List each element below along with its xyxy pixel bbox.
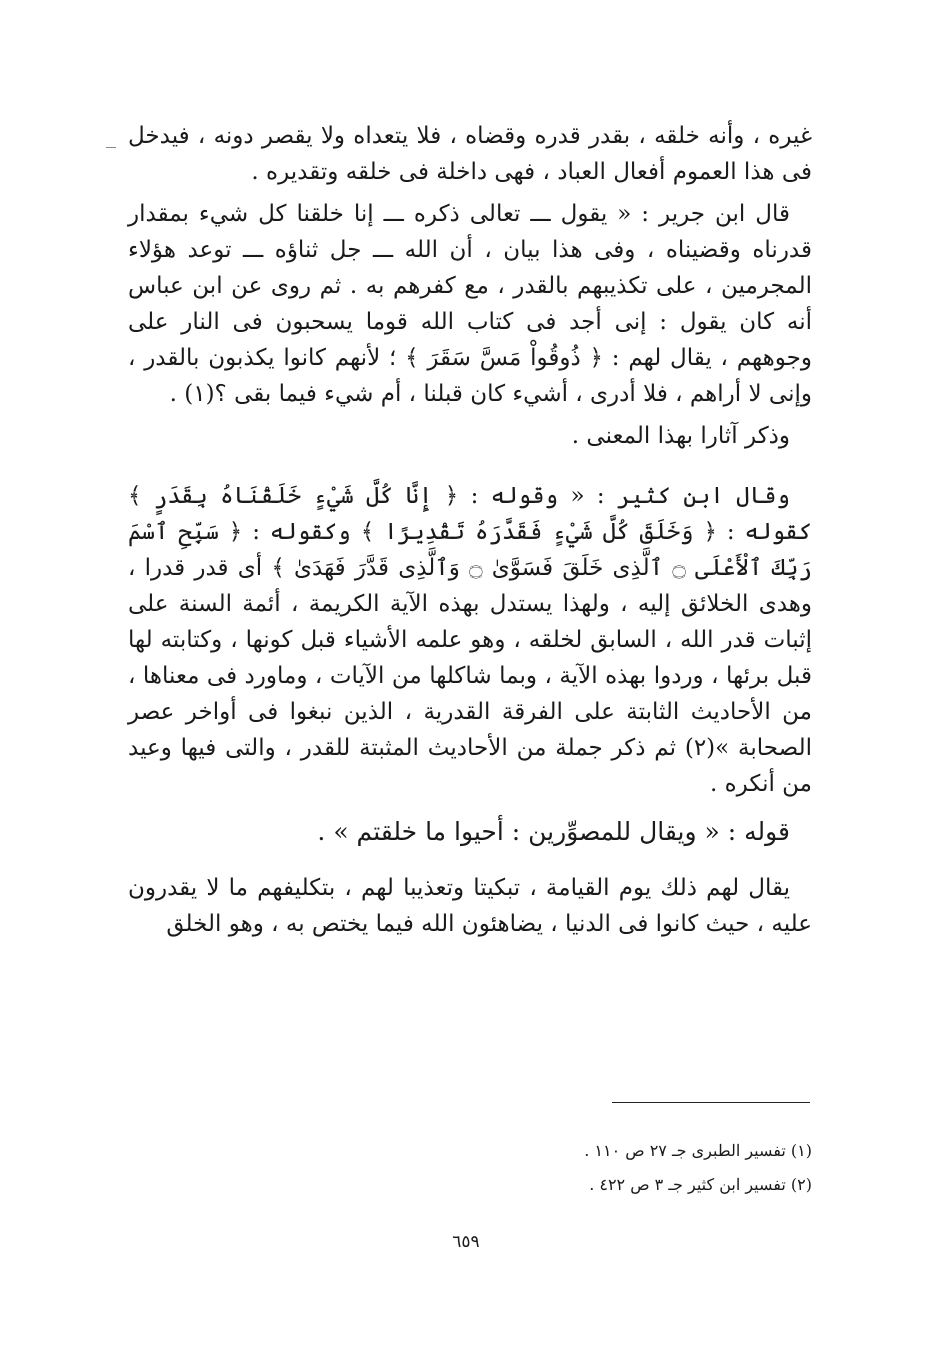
paragraph-ibn-kathir: وقال ابن كثير : « وقوله : ﴿ إِنَّا كُلَّ شَيْءٍ خَلَقْنَاهُ بِقَدَرٍ ﴾ كقوله : ﴿ وَخَلَقَ كُلَّ شَيْءٍ فَقَدَّرَهُ تَقْدِيرًا ﴾ وكقوله : ﴿ سَبِّحِ ٱسْمَ رَبِّكَ ٱلْأَعْلَى ۝ ٱلَّذِى خَلَقَ فَسَوَّىٰ ۝ وَٱلَّذِى قَدَّرَ فَهَدَىٰ ﴾ أى قدر قدرا ، وهدى الخلائق إليه ، ولهذا يستدل بهذه الآية الكريمة ، أئمة السنة على إثبات قدر الله ، السابق لخلقه ، وهو علمه الأشياء قبل كونها ، وكتابته لها قبل برئها ، وردوا بهذه الآية ، وبما شاكلها من الآيات ، وماورد فى معناها ، من الأحاديث الثابتة على الفرقة القدرية ، الذين نبغوا فى أواخر عصر الصحابة »(٢) ثم ذكر جملة من الأحاديث المثبتة للقدر ، والتى فيها وعيد من أنكره . bbox=[128, 483, 812, 797]
paragraph-ibn-jarir: قال ابن جرير : « يقول ـــ تعالى ذكره ـــ إنا خلقنا كل شيء بمقدار قدرناه وقضيناه ، وفى هذا بيان ، أن الله ـــ جل ثناؤه ـــ توعد هؤلاء المجرمين ، على تكذيبهم بالقدر ، مع كفرهم به . ثم روى عن ابن عباس أنه كان يقول : إنى أجد فى كتاب الله قوما يسحبون فى النار على وجوههم ، يقال لهم : ﴿ ذُوقُواْ مَسَّ سَقَرَ ﴾ ؛ لأنهم كانوا يكذبون بالقدر ، وإنى لا أراهم ، فلا أدرى ، أشيء كان قبلنا ، أم شيء فيما بقى ؟(١) . bbox=[128, 201, 812, 407]
footnote-2: (٢) تفسير ابن كثير جـ ٣ ص ٤٢٢ . bbox=[589, 1175, 812, 1194]
footnotes bbox=[300, 1134, 812, 1202]
hadith-quote-line: قوله : « ويقال للمصوِّرين : أحيوا ما خلقتم » . bbox=[317, 817, 790, 846]
margin-mark bbox=[106, 147, 116, 148]
paragraph-1: غيره ، وأنه خلقه ، بقدر قدره وقضاه ، فلا يتعداه ولا يقصر دونه ، فيدخل فى هذا العموم أفعال العباد ، فهى داخلة فى خلقه وتقديره . bbox=[128, 123, 812, 185]
footnote-separator bbox=[612, 1102, 810, 1103]
footnote-1: (١) تفسير الطبرى جـ ٢٧ ص ١١٠ . bbox=[584, 1141, 812, 1160]
paragraph-athar: وذكر آثارا بهذا المعنى . bbox=[571, 423, 790, 449]
paragraph-closing: يقال لهم ذلك يوم القيامة ، تبكيتا وتعذيبا لهم ، بتكليفهم ما لا يقدرون عليه ، حيث كانوا فى الدنيا ، يضاهئون الله فيما يختص به ، وهو الخلق bbox=[128, 875, 812, 937]
body-text bbox=[128, 118, 812, 942]
page-number: ٦٥٩ bbox=[452, 1232, 480, 1252]
